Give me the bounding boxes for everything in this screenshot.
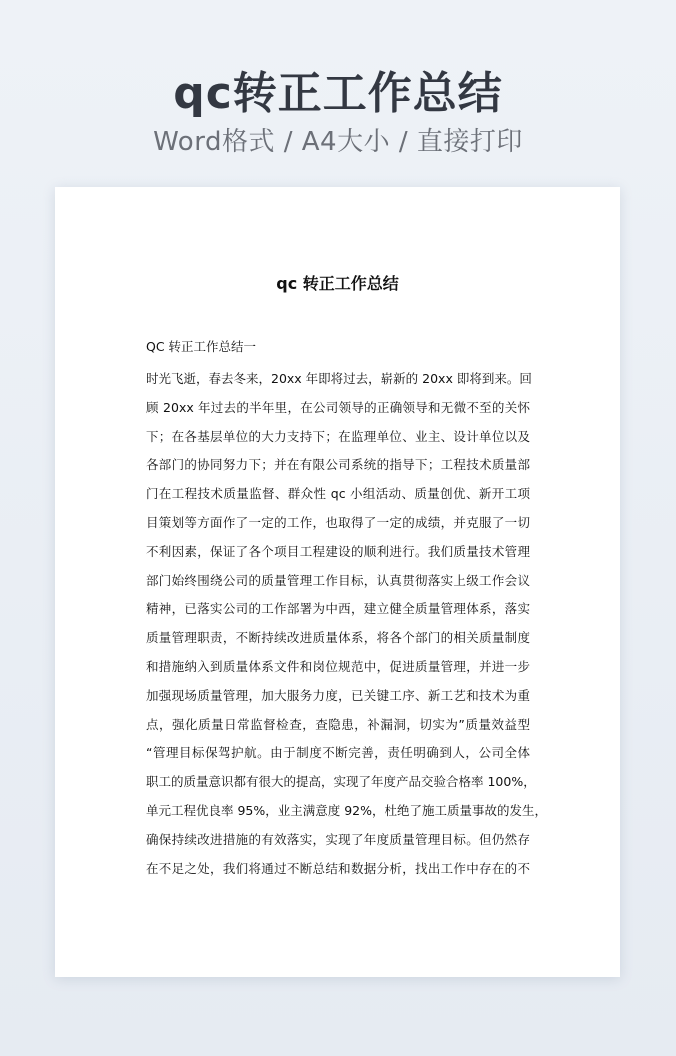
text-line: 在不足之处，我们将通过不断总结和数据分析，找出工作中存在的不 <box>146 860 530 876</box>
main-title: qc转正工作总结 <box>173 68 503 119</box>
text-line: 职工的质量意识都有很大的提高，实现了年度产品交验合格率 100%， <box>146 774 536 790</box>
text-line: 不利因素，保证了各个项目工程建设的顺利进行。我们质量技术管理 <box>146 543 530 559</box>
header <box>0 64 676 160</box>
text-line: 精神，已落实公司的工作部署为中西，建立健全质量管理体系，落实 <box>146 601 530 617</box>
text-line: 门在工程技术质量监督、群众性 qc 小组活动、质量创优、新开工项 <box>146 486 530 502</box>
text-line: “管理目标保驾护航。由于制度不断完善，责任明确到人，公司全体 <box>146 745 530 761</box>
text-line: 目策划等方面作了一定的工作，也取得了一定的成绩，并克服了一切 <box>146 514 530 530</box>
text-line: 顾 20xx 年过去的半年里，在公司领导的正确领导和无微不至的关怀 <box>146 399 530 415</box>
text-line: 各部门的协同努力下；并在有限公司系统的指导下；工程技术质量部 <box>146 457 530 473</box>
section-heading: QC 转正工作总结一 <box>146 339 257 354</box>
text-line: 和措施纳入到质量体系文件和岗位规范中，促进质量管理，并进一步 <box>146 658 530 674</box>
body-text <box>146 365 548 883</box>
text-line: 点，强化质量日常监督检查，查隐患，补漏洞，切实为”质量效益型 <box>146 716 530 732</box>
text-line: 确保持续改进措施的有效落实，实现了年度质量管理目标。但仍然存 <box>146 831 530 847</box>
document-title: qc 转正工作总结 <box>276 274 399 293</box>
subtitle: Word格式 / A4大小 / 直接打印 <box>153 127 523 157</box>
text-line: 质量管理职责，不断持续改进质量体系，将各个部门的相关质量制度 <box>146 630 530 646</box>
document-page <box>55 187 620 977</box>
text-line: 下；在各基层单位的大力支持下；在监理单位、业主、设计单位以及 <box>146 428 530 444</box>
text-line: 时光飞逝，春去冬来，20xx 年即将过去，崭新的 20xx 即将到来。回 <box>146 371 532 386</box>
text-line: 加强现场质量管理，加大服务力度，已关键工序、新工艺和技术为重 <box>146 687 530 703</box>
text-line: 单元工程优良率 95%，业主满意度 92%，杜绝了施工质量事故的发生， <box>146 802 548 818</box>
text-line: 部门始终围绕公司的质量管理工作目标，认真贯彻落实上级工作会议 <box>146 572 530 588</box>
